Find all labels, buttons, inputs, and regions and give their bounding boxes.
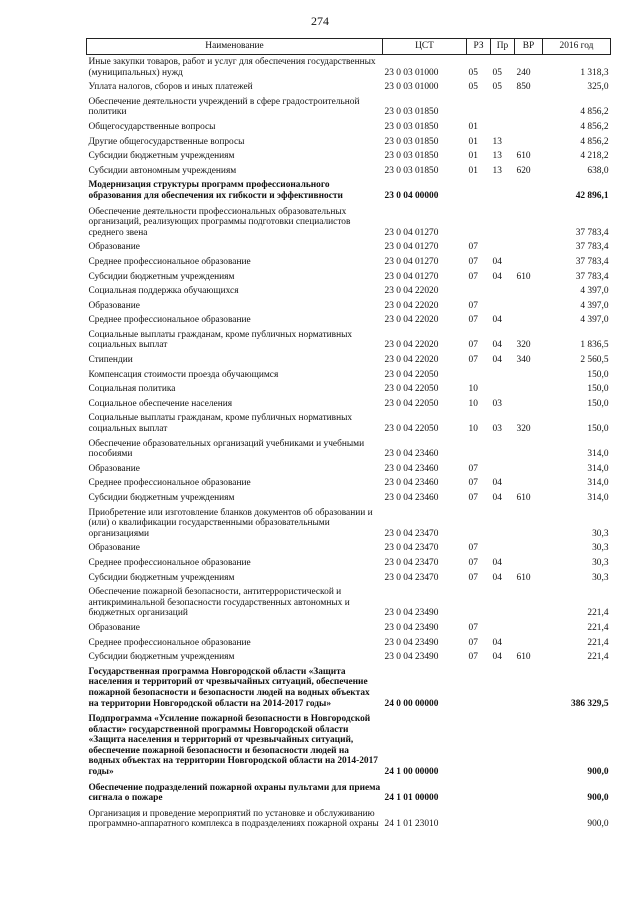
table-row [87,807,611,832]
row-name: Образование [88,300,140,311]
row-expense-type [515,382,543,397]
row-target-code: 23 0 04 23470 [384,572,439,583]
row-subsection [491,120,515,135]
row-amount: 900,0 [587,793,609,804]
row-expense-type [515,712,543,781]
row-section: 05 [468,67,478,78]
row-name: Субсидии бюджетным учреждениям [88,493,235,503]
row-amount: 4 856,2 [580,107,609,118]
row-section: 07 [468,478,478,489]
row-amount: 37 783,4 [575,271,609,282]
row-name: Подпрограмма «Усиление пожарной безопасности в Новгородской области» государственной программы Новгородской области «Защита населения и территорий от чрезвычайных ситуаций, обеспечение пожарной безопасности и безопасности людей на водных объектах на территории Новгородской области на 2014-2017 годы» [88,714,378,778]
row-name: Субсидии автономным учреждениям [88,165,237,176]
page-number: 274 [311,14,329,28]
row-amount: 314,0 [587,493,609,503]
table-row [87,462,611,477]
row-subsection [491,712,515,781]
row-section [467,712,491,781]
row-amount: 221,4 [587,637,609,648]
row-expense-type: 340 [516,355,531,366]
row-name: Обеспечение подразделений пожарной охраны пультами для приема сигнала о пожаре [88,782,381,804]
row-expense-type [515,120,543,135]
row-section: 07 [468,271,478,282]
row-target-code: 23 0 04 23470 [384,543,439,554]
row-subsection: 03 [492,424,502,435]
row-name: Обеспечение образовательных организаций учебниками и учебными пособиями [88,438,365,460]
row-subsection: 04 [492,493,502,503]
row-target-code: 23 0 03 01850 [384,136,439,147]
row-section: 01 [468,165,478,176]
row-subsection: 04 [492,572,502,583]
row-target-code: 23 0 04 23490 [384,622,439,633]
row-target-code: 23 0 03 01000 [384,67,439,78]
row-section: 07 [468,557,478,568]
row-subsection [491,382,515,397]
row-subsection: 13 [492,151,502,162]
row-name: Образование [88,463,140,474]
row-target-code: 23 0 04 23490 [384,652,439,663]
column-header-name: Наименование [87,39,383,55]
table-row [87,164,611,179]
table-row [87,313,611,328]
row-name: Обеспечение пожарной безопасности, антитеррористической и антикриминальной безопасности государственных автономных и бюджетных организаций [88,587,350,619]
table-row [87,149,611,164]
table-row [87,284,611,299]
column-header-expense-type: ВР [515,39,543,55]
row-target-code: 23 0 04 22050 [384,369,439,380]
row-name: Среднее профессиональное образование [88,478,251,489]
row-subsection: 04 [492,478,502,489]
row-subsection: 05 [492,67,502,78]
row-expense-type [515,368,543,383]
row-name: Государственная программа Новгородской области «Защита населения и территорий от чрезвычайных ситуаций, обеспечение пожарной безопасности и безопасности людей на водных объектах на территории Новгородской области на 2014-2017 годы» [88,666,370,709]
row-name: Среднее профессиональное образование [88,557,251,568]
row-name: Организация и проведение мероприятий по установке и обслуживанию программно-аппаратного комплекса в подразделениях пожарной охраны [88,808,379,830]
row-name: Субсидии бюджетным учреждениям [88,271,235,282]
row-section: 07 [468,463,478,474]
row-amount: 150,0 [587,384,609,395]
row-amount: 900,0 [587,767,609,778]
table-row [87,368,611,383]
row-expense-type [515,205,543,241]
row-section: 07 [468,300,478,311]
row-expense-type: 610 [516,652,531,663]
row-section: 07 [468,652,478,663]
row-section [467,807,491,832]
row-name: Социальная политика [88,384,176,395]
row-expense-type [515,437,543,462]
row-section [467,781,491,807]
table-row [87,328,611,353]
row-expense-type [515,807,543,832]
row-target-code: 23 0 04 23470 [384,557,439,568]
row-expense-type: 850 [516,82,531,93]
row-target-code: 23 0 03 01850 [384,107,439,118]
row-subsection [491,665,515,712]
row-target-code: 23 0 03 01000 [384,82,439,93]
row-subsection [491,95,515,120]
row-expense-type [515,556,543,571]
table-row [87,621,611,636]
row-subsection [491,240,515,255]
row-subsection: 13 [492,165,502,176]
row-target-code: 24 0 00 00000 [384,698,439,709]
row-subsection [491,284,515,299]
row-target-code: 24 1 00 00000 [384,767,439,778]
table-row [87,411,611,436]
row-target-code: 23 0 04 22020 [384,300,439,311]
row-section: 10 [468,398,478,409]
row-name: Субсидии бюджетным учреждениям [88,151,235,162]
row-expense-type [515,313,543,328]
row-name: Образование [88,622,140,633]
row-amount: 638,0 [587,165,609,176]
row-expense-type: 610 [516,151,531,162]
row-name: Компенсация стоимости проезда обучающимся [88,369,279,380]
row-target-code: 23 0 03 01850 [384,151,439,162]
row-amount: 42 896,1 [575,190,609,201]
row-name: Образование [88,242,140,253]
row-subsection [491,205,515,241]
table-row [87,665,611,712]
row-expense-type [515,462,543,477]
row-expense-type [515,299,543,314]
row-subsection: 04 [492,340,502,351]
row-expense-type [515,781,543,807]
row-target-code: 23 0 04 22050 [384,424,439,435]
row-expense-type [515,476,543,491]
table-row [87,95,611,120]
row-section: 07 [468,340,478,351]
table-row [87,120,611,135]
row-expense-type [515,585,543,621]
row-section [467,284,491,299]
table-body [87,55,611,833]
row-expense-type: 620 [516,165,531,176]
row-section: 05 [468,82,478,93]
table-row [87,491,611,506]
row-target-code: 23 0 04 22020 [384,340,439,351]
row-amount: 1 318,3 [580,67,609,78]
row-amount: 314,0 [587,449,609,460]
row-expense-type [515,665,543,712]
row-name: Среднее профессиональное образование [88,637,251,648]
row-amount: 4 218,2 [580,151,609,162]
row-name: Социальное обеспечение населения [88,398,233,409]
row-section [467,665,491,712]
row-target-code: 23 0 04 23460 [384,449,439,460]
row-target-code: 23 0 04 23490 [384,608,439,619]
table-row [87,270,611,285]
row-name: Иные закупки товаров, работ и услуг для обеспечения государственных (муниципальных) нужд [88,57,376,78]
row-amount: 386 329,5 [571,698,609,709]
row-subsection: 04 [492,355,502,366]
row-name: Социальные выплаты гражданам, кроме публичных нормативных социальных выплат [88,329,353,351]
row-name: Социальная поддержка обучающихся [88,286,239,297]
row-amount: 4 397,0 [580,315,609,326]
row-section: 07 [468,355,478,366]
row-target-code: 23 0 04 22020 [384,355,439,366]
table-row [87,781,611,807]
table-row [87,437,611,462]
row-name: Уплата налогов, сборов и иных платежей [88,82,253,93]
row-amount: 314,0 [587,478,609,489]
row-expense-type [515,621,543,636]
column-header-section: РЗ [467,39,491,55]
row-amount: 221,4 [587,622,609,633]
table-row [87,585,611,621]
row-expense-type [515,506,543,542]
row-section [467,178,491,204]
row-target-code: 23 0 04 01270 [384,242,439,253]
row-amount: 30,3 [592,572,609,583]
row-target-code: 23 0 04 22020 [384,286,439,297]
row-amount: 30,3 [592,528,609,539]
row-expense-type [515,397,543,412]
table-row [87,240,611,255]
row-subsection: 04 [492,315,502,326]
row-name: Обеспечение деятельности учреждений в сфере градостроительной политики [88,96,360,118]
row-subsection: 04 [492,652,502,663]
row-expense-type: 610 [516,271,531,282]
row-section: 07 [468,543,478,554]
table-row [87,636,611,651]
row-amount: 221,4 [587,608,609,619]
row-expense-type: 240 [516,67,531,78]
table-row [87,541,611,556]
row-expense-type [515,284,543,299]
row-name: Среднее профессиональное образование [88,315,251,326]
row-amount: 4 397,0 [580,286,609,297]
row-section [467,506,491,542]
row-subsection: 04 [492,271,502,282]
row-expense-type: 610 [516,493,531,503]
row-subsection [491,506,515,542]
row-subsection [491,368,515,383]
row-expense-type [515,541,543,556]
row-expense-type [515,178,543,204]
row-amount: 150,0 [587,398,609,409]
row-subsection [491,807,515,832]
row-section: 01 [468,136,478,147]
column-header-amount-2016: 2016 год [543,39,611,55]
table-row [87,135,611,150]
table-row [87,476,611,491]
row-section: 07 [468,637,478,648]
row-amount: 37 783,4 [575,242,609,253]
row-amount: 4 397,0 [580,300,609,311]
row-subsection [491,585,515,621]
row-target-code: 23 0 04 22050 [384,398,439,409]
row-section: 07 [468,493,478,503]
row-target-code: 23 0 04 01270 [384,227,439,238]
table-row [87,178,611,204]
row-amount: 325,0 [587,82,609,93]
row-expense-type: 610 [516,572,531,583]
row-expense-type [515,240,543,255]
row-amount: 4 856,2 [580,136,609,147]
table-row [87,556,611,571]
budget-table [86,38,611,832]
row-amount: 1 836,5 [580,340,609,351]
row-target-code: 23 0 04 23490 [384,637,439,648]
row-name: Модернизация структуры программ профессионального образования для обеспечения их гибкости и эффективности [88,180,343,201]
row-amount: 900,0 [587,819,609,830]
row-target-code: 23 0 04 01270 [384,271,439,282]
row-target-code: 23 0 04 23460 [384,463,439,474]
row-subsection: 13 [492,136,502,147]
row-subsection: 04 [492,557,502,568]
row-subsection [491,437,515,462]
table-row [87,55,611,81]
row-subsection: 05 [492,82,502,93]
row-name: Общегосударственные вопросы [88,121,216,132]
row-expense-type [515,95,543,120]
row-subsection: 04 [492,637,502,648]
row-subsection [491,299,515,314]
row-target-code: 24 1 01 23010 [384,819,439,830]
row-amount: 30,3 [592,557,609,568]
row-subsection [491,462,515,477]
row-target-code: 23 0 03 01850 [384,121,439,132]
row-amount: 4 856,2 [580,121,609,132]
row-subsection [491,621,515,636]
table-row [87,382,611,397]
row-section: 07 [468,256,478,267]
row-section [467,205,491,241]
row-target-code: 23 0 04 01270 [384,256,439,267]
row-name: Другие общегосударственные вопросы [88,136,245,147]
row-name: Субсидии бюджетным учреждениям [88,652,235,663]
row-amount: 150,0 [587,424,609,435]
table-row [87,353,611,368]
row-amount: 30,3 [592,543,609,554]
row-target-code: 23 0 04 22020 [384,315,439,326]
row-target-code: 23 0 04 23460 [384,493,439,503]
table-row [87,205,611,241]
row-name: Приобретение или изготовление бланков документов об образовании и (или) о квалификации государственными образовательными организациями [88,507,373,539]
row-expense-type [515,636,543,651]
row-subsection [491,178,515,204]
row-target-code: 23 0 04 23460 [384,478,439,489]
row-subsection: 03 [492,398,502,409]
row-expense-type: 320 [516,424,531,435]
table-row [87,255,611,270]
row-section: 10 [468,424,478,435]
row-section: 07 [468,572,478,583]
table-header-row [87,39,611,55]
table-row [87,650,611,665]
row-name: Социальные выплаты гражданам, кроме публичных нормативных социальных выплат [88,413,353,435]
table-row [87,80,611,95]
row-section: 01 [468,151,478,162]
row-section [467,585,491,621]
column-header-subsection: Пр [491,39,515,55]
row-section: 07 [468,622,478,633]
row-amount: 314,0 [587,463,609,474]
row-section: 10 [468,384,478,395]
table-row [87,571,611,586]
row-subsection [491,541,515,556]
row-section: 01 [468,121,478,132]
row-subsection: 04 [492,256,502,267]
row-name: Стипендии [88,355,133,366]
row-amount: 221,4 [587,652,609,663]
row-target-code: 23 0 04 00000 [384,190,439,201]
row-subsection [491,781,515,807]
row-name: Субсидии бюджетным учреждениям [88,572,235,583]
row-section [467,437,491,462]
row-name: Образование [88,543,140,554]
table-row [87,712,611,781]
row-amount: 37 783,4 [575,256,609,267]
table-row [87,299,611,314]
row-expense-type: 320 [516,340,531,351]
row-section: 07 [468,315,478,326]
row-amount: 37 783,4 [575,227,609,238]
row-amount: 150,0 [587,369,609,380]
table-row [87,506,611,542]
column-header-code: ЦСТ [383,39,467,55]
row-name: Среднее профессиональное образование [88,256,251,267]
row-section: 07 [468,242,478,253]
row-section [467,368,491,383]
row-target-code: 24 1 01 00000 [384,793,439,804]
row-section [467,95,491,120]
row-target-code: 23 0 03 01850 [384,165,439,176]
row-expense-type [515,135,543,150]
row-expense-type [515,255,543,270]
row-target-code: 23 0 04 23470 [384,528,439,539]
row-amount: 2 560,5 [580,355,609,366]
row-target-code: 23 0 04 22050 [384,384,439,395]
row-name: Обеспечение деятельности профессиональных образовательных организаций, реализующих программы подготовки специалистов среднего звена [88,206,351,238]
table-row [87,397,611,412]
